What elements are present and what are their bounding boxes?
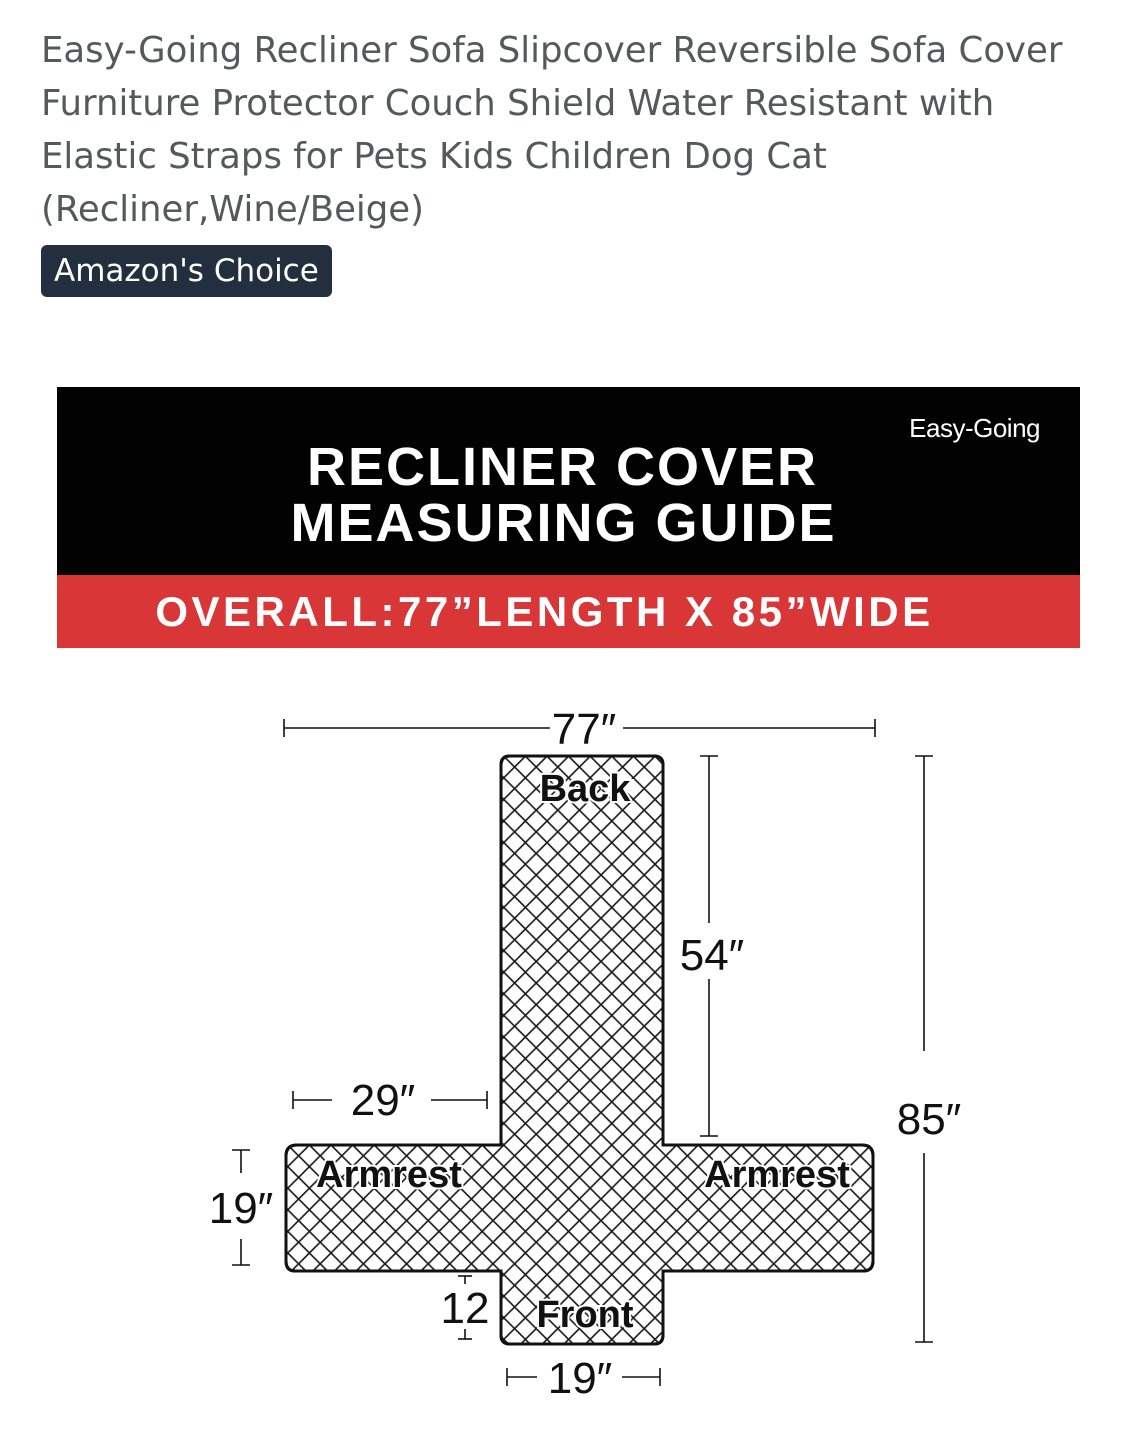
amazons-choice-badge: Amazon's Choice xyxy=(41,245,332,297)
front-label: Front xyxy=(536,1294,634,1336)
front-width-dimension: 19″ xyxy=(547,1354,613,1403)
armrest-width-dimension: 29″ xyxy=(350,1076,416,1125)
guide-title-line-2: MEASURING GUIDE xyxy=(290,493,837,553)
top-width-dimension: 77″ xyxy=(551,705,617,754)
back-label: Back xyxy=(539,768,631,810)
brand-label: Easy-Going xyxy=(909,413,1040,443)
armrest-height-dimension: 19″ xyxy=(208,1184,274,1233)
total-height-dimension: 85″ xyxy=(896,1095,962,1144)
back-length-dimension: 54″ xyxy=(679,931,745,980)
armrest-right-label: Armrest xyxy=(704,1154,850,1196)
product-image[interactable] xyxy=(57,387,1080,1417)
product-title: Easy-Going Recliner Sofa Slipcover Reversible Sofa Cover Furniture Protector Couch Shield Water Resistant with Elastic Straps for Pets Kids Children Dog Cat (Recliner,Wine/Beige) xyxy=(41,30,1063,230)
armrest-left-label: Armrest xyxy=(316,1154,462,1196)
front-length-dimension: 12 xyxy=(440,1284,490,1333)
guide-title-line-1: RECLINER COVER xyxy=(306,437,819,497)
recliner-cover-quilting xyxy=(286,756,873,1344)
overall-size-text: OVERALL:77”LENGTH X 85”WIDE xyxy=(155,588,934,635)
measuring-diagram xyxy=(57,387,1080,1417)
